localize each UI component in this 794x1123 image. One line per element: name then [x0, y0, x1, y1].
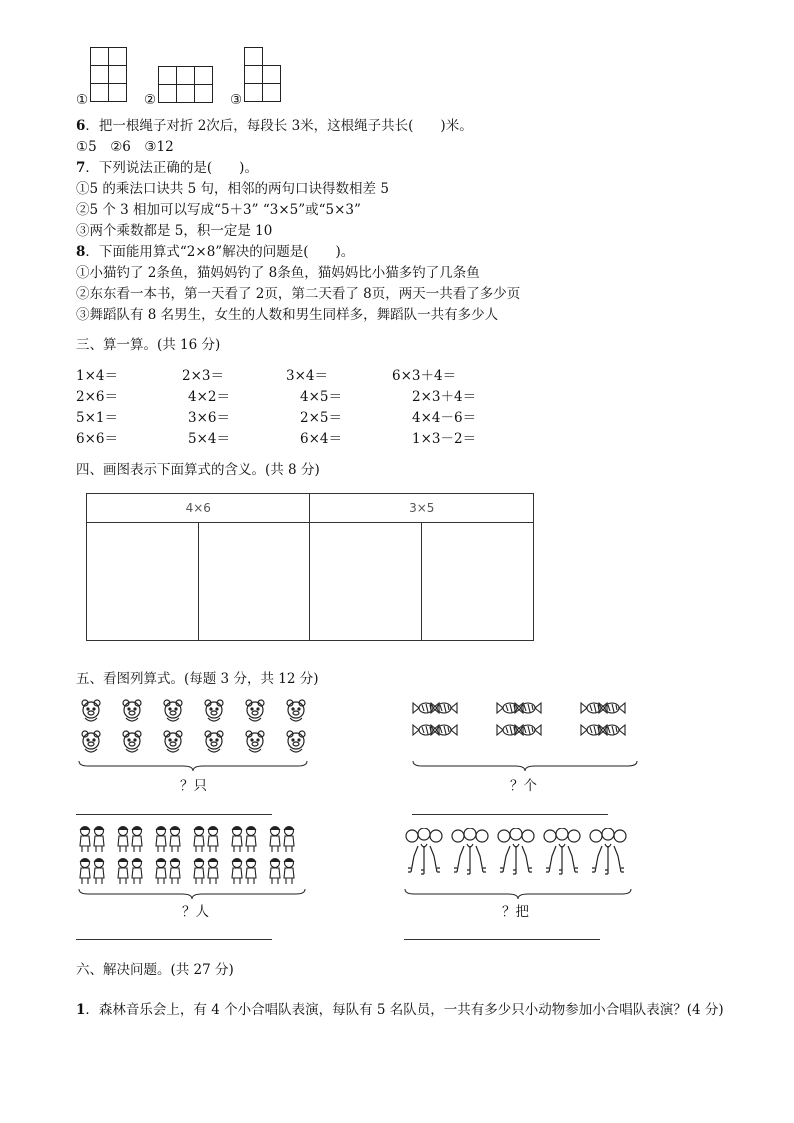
calc-item: 4×4－6＝: [412, 410, 477, 426]
calc-item: 4×5＝: [300, 389, 342, 405]
question-8-option-2: ②东东看一本书，第一天看了 2页，第二天看了 8页，两天一共看了多少页: [76, 286, 521, 302]
calc-item: 4×2＝: [188, 389, 230, 405]
section-6-title: 六、解决问题。(共 27 分): [76, 962, 234, 978]
drawing-cell[interactable]: [310, 523, 422, 641]
question-6-options: ①5 ②6 ③12: [76, 139, 174, 155]
picture-label-keys: ？把: [502, 904, 529, 920]
question-8-option-3: ③舞蹈队有 8 名男生，女生的人数和男生同样多，舞蹈队一共有多少人: [76, 307, 499, 323]
question-number: 7: [76, 160, 86, 176]
bear-picture: [78, 698, 308, 760]
drawing-table: [86, 493, 534, 641]
question-7-option-1: ①5 的乘法口诀共 5 句，相邻的两句口诀得数相差 5: [76, 181, 389, 197]
section-3-title: 三、算一算。(共 16 分): [76, 337, 221, 353]
question-8-option-1: ①小猫钓了 2条鱼，猫妈妈钓了 8条鱼，猫妈妈比小猫多钓了几条鱼: [76, 265, 480, 281]
calc-item: 3×4＝: [286, 368, 328, 384]
calc-item: 6×6＝: [76, 431, 118, 447]
problem-number: 1: [76, 1002, 86, 1018]
table-header-3x5: 3×5: [310, 494, 534, 523]
section-5-title: 五、看图列算式。(每题 3 分，共 12 分): [76, 671, 319, 687]
section-4-title: 四、画图表示下面算式的含义。(共 8 分): [76, 462, 320, 478]
brace: [78, 888, 306, 900]
calc-item: 6×4＝: [300, 431, 342, 447]
calc-item: 6×3＋4＝: [392, 368, 457, 384]
brace: [78, 760, 308, 772]
question-7-option-2: ②5 个 3 相加可以写成“5＋3” “3×5”或“5×3”: [76, 202, 361, 218]
question-text: ．把一根绳子对折 2次后，每段长 3米，这根绳子共长( )米。: [85, 118, 473, 134]
keys-picture: [404, 828, 632, 888]
figure-label-1: ①: [76, 92, 89, 108]
problem-1: [76, 998, 724, 1018]
calc-item: 3×6＝: [188, 410, 230, 426]
picture-label-candies: ？个: [510, 778, 537, 794]
drawing-cell[interactable]: [422, 523, 534, 641]
question-8: [76, 240, 354, 260]
drawing-cell[interactable]: [87, 523, 199, 641]
question-7: [76, 156, 258, 176]
answer-line[interactable]: [76, 814, 272, 815]
table-header-4x6: 4×6: [87, 494, 310, 523]
picture-label-bears: ？只: [180, 778, 207, 794]
question-number: 6: [76, 118, 86, 134]
question-number: 8: [76, 244, 86, 260]
question-6: [76, 114, 473, 134]
question-text: ．下面能用算式“2×8”解决的问题是( )。: [85, 244, 355, 260]
calc-item: 2×6＝: [76, 389, 118, 405]
brace: [412, 760, 638, 772]
calc-item: 5×4＝: [188, 431, 230, 447]
question-text: ．下列说法正确的是( )。: [85, 160, 258, 176]
brace: [404, 888, 632, 900]
figure-label-2: ②: [144, 92, 157, 108]
question-7-option-3: ③两个乘数都是 5，积一定是 10: [76, 223, 273, 239]
calc-item: 2×3＋4＝: [412, 389, 477, 405]
calc-item: 2×3＝: [182, 368, 224, 384]
drawing-cell[interactable]: [198, 523, 310, 641]
children-picture: [78, 825, 306, 889]
answer-line[interactable]: [412, 814, 608, 815]
picture-label-children: ？人: [182, 904, 209, 920]
problem-text: ．森林音乐会上，有 4 个小合唱队表演，每队有 5 名队员，一共有多少只小动物参加小合唱队表演？(4 分): [85, 1002, 724, 1018]
calc-item: 2×5＝: [300, 410, 342, 426]
answer-line[interactable]: [404, 939, 600, 940]
answer-line[interactable]: [76, 939, 272, 940]
calc-item: 5×1＝: [76, 410, 118, 426]
calc-item: 1×3－2＝: [412, 431, 477, 447]
calc-item: 1×4＝: [76, 368, 118, 384]
candy-picture: [412, 698, 638, 760]
figure-label-3: ③: [230, 92, 243, 108]
